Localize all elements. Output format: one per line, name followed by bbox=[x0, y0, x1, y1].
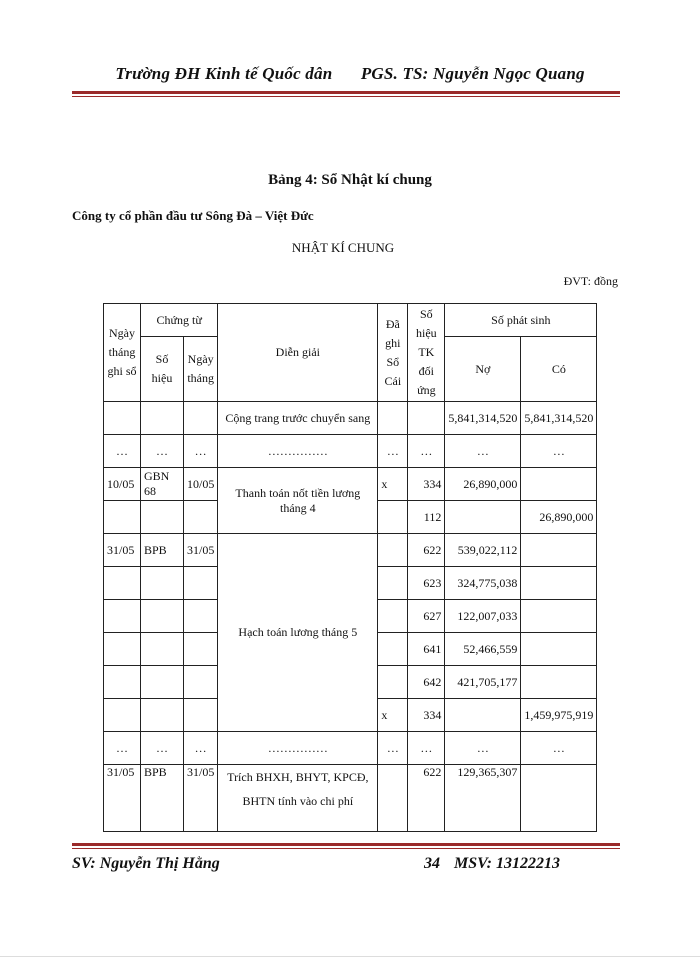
table-row bbox=[104, 435, 597, 468]
cell-posted bbox=[378, 600, 408, 633]
cell-voucher-no: … bbox=[141, 435, 184, 468]
cell-account: … bbox=[408, 435, 445, 468]
cell-date: 10/05 bbox=[104, 468, 141, 501]
cell-date: … bbox=[104, 732, 141, 765]
cell-voucher-no: … bbox=[141, 732, 184, 765]
cell-account: 622 bbox=[408, 534, 445, 567]
table-title: Bảng 4: Sổ Nhật kí chung bbox=[268, 172, 432, 188]
cell-debit: 421,705,177 bbox=[445, 666, 521, 699]
cell-posted: x bbox=[378, 468, 408, 501]
cell-account: 334 bbox=[408, 699, 445, 732]
cell-credit bbox=[521, 468, 597, 501]
cell-voucher-date: … bbox=[184, 732, 218, 765]
journal-table bbox=[103, 303, 597, 832]
footer-right bbox=[424, 855, 560, 873]
cell-posted bbox=[378, 633, 408, 666]
cell-account: … bbox=[408, 732, 445, 765]
header-rule-thick bbox=[72, 91, 620, 94]
cell-credit: … bbox=[521, 435, 597, 468]
cell-account: 641 bbox=[408, 633, 445, 666]
student-id: MSV: 13122213 bbox=[454, 855, 560, 872]
university-name: Trường ĐH Kinh tế Quốc dân bbox=[115, 64, 333, 83]
cell-debit bbox=[445, 699, 521, 732]
col-debit-header: Nợ bbox=[445, 337, 521, 402]
cell-account: 622 bbox=[408, 765, 445, 832]
cell-description: Cộng trang trước chuyển sang bbox=[218, 402, 378, 435]
cell-debit: 324,775,038 bbox=[445, 567, 521, 600]
cell-voucher-no: GBN 68 bbox=[141, 468, 184, 501]
cell-credit: 26,890,000 bbox=[521, 501, 597, 534]
cell-voucher-date: 31/05 bbox=[184, 534, 218, 567]
cell-posted bbox=[378, 567, 408, 600]
cell-voucher-no: BPB bbox=[141, 765, 184, 832]
footer-rule-thin bbox=[72, 848, 620, 849]
cell-credit bbox=[521, 633, 597, 666]
cell-description: Thanh toán nốt tiền lương tháng 4 bbox=[218, 468, 378, 534]
col-credit-header: Có bbox=[521, 337, 597, 402]
cell-posted bbox=[378, 666, 408, 699]
cell-account: 627 bbox=[408, 600, 445, 633]
cell-credit bbox=[521, 765, 597, 832]
cell-description: Hạch toán lương tháng 5 bbox=[218, 534, 378, 732]
currency-unit: ĐVT: đồng bbox=[563, 274, 618, 288]
table-row bbox=[104, 468, 597, 501]
cell-account: 623 bbox=[408, 567, 445, 600]
cell-account: 112 bbox=[408, 501, 445, 534]
cell-account: 642 bbox=[408, 666, 445, 699]
cell-voucher-date: 10/05 bbox=[184, 468, 218, 501]
cell-debit: 26,890,000 bbox=[445, 468, 521, 501]
cell-description: …………… bbox=[218, 732, 378, 765]
col-account-header: Số hiệu TK đối ứng bbox=[408, 304, 445, 402]
page-number: 34 bbox=[424, 855, 440, 872]
cell-credit bbox=[521, 600, 597, 633]
col-description-header: Diễn giải bbox=[218, 304, 378, 402]
footer-rule-thick bbox=[72, 843, 620, 846]
cell-credit bbox=[521, 666, 597, 699]
cell-credit: … bbox=[521, 732, 597, 765]
col-date-header: Ngày tháng ghi sổ bbox=[104, 304, 141, 402]
cell-debit: … bbox=[445, 732, 521, 765]
col-voucher-date-header: Ngày tháng bbox=[184, 337, 218, 402]
cell-voucher-date: 31/05 bbox=[184, 765, 218, 832]
cell-account: 334 bbox=[408, 468, 445, 501]
cell-description: Trích BHXH, BHYT, KPCĐ, BHTN tính vào chi phí bbox=[218, 765, 378, 832]
journal-title: NHẬT KÍ CHUNG bbox=[291, 240, 395, 255]
cell-date: 31/05 bbox=[104, 765, 141, 832]
col-voucher-no-header: Số hiệu bbox=[141, 337, 184, 402]
table-row bbox=[104, 534, 597, 567]
cell-debit: 129,365,307 bbox=[445, 765, 521, 832]
header-rule-thin bbox=[72, 96, 620, 97]
company-name: Công ty cổ phần đầu tư Sông Đà – Việt Đức bbox=[72, 208, 314, 223]
cell-debit: 539,022,112 bbox=[445, 534, 521, 567]
cell-credit: 1,459,975,919 bbox=[521, 699, 597, 732]
cell-description: …………… bbox=[218, 435, 378, 468]
cell-date: 31/05 bbox=[104, 534, 141, 567]
cell-debit: 5,841,314,520 bbox=[445, 402, 521, 435]
cell-posted bbox=[378, 534, 408, 567]
cell-voucher-no: BPB bbox=[141, 534, 184, 567]
cell-debit: … bbox=[445, 435, 521, 468]
page-bottom-border bbox=[0, 956, 700, 957]
cell-credit bbox=[521, 534, 597, 567]
cell-credit: 5,841,314,520 bbox=[521, 402, 597, 435]
table-row bbox=[104, 732, 597, 765]
table-row bbox=[104, 765, 597, 832]
cell-debit: 52,466,559 bbox=[445, 633, 521, 666]
header-row-1 bbox=[104, 304, 597, 337]
col-amount-header: Số phát sinh bbox=[445, 304, 597, 337]
page-header bbox=[0, 64, 700, 84]
cell-date: … bbox=[104, 435, 141, 468]
cell-posted bbox=[378, 501, 408, 534]
cell-credit bbox=[521, 567, 597, 600]
col-voucher-header: Chứng từ bbox=[141, 304, 218, 337]
cell-posted: … bbox=[378, 435, 408, 468]
cell-debit bbox=[445, 501, 521, 534]
cell-voucher-date: … bbox=[184, 435, 218, 468]
table-row bbox=[104, 402, 597, 435]
col-posted-header: Đã ghi Sổ Cái bbox=[378, 304, 408, 402]
student-name: SV: Nguyễn Thị Hằng bbox=[72, 855, 220, 872]
supervisor-name: PGS. TS: Nguyễn Ngọc Quang bbox=[360, 64, 585, 83]
cell-debit: 122,007,033 bbox=[445, 600, 521, 633]
cell-posted: x bbox=[378, 699, 408, 732]
cell-posted: … bbox=[378, 732, 408, 765]
